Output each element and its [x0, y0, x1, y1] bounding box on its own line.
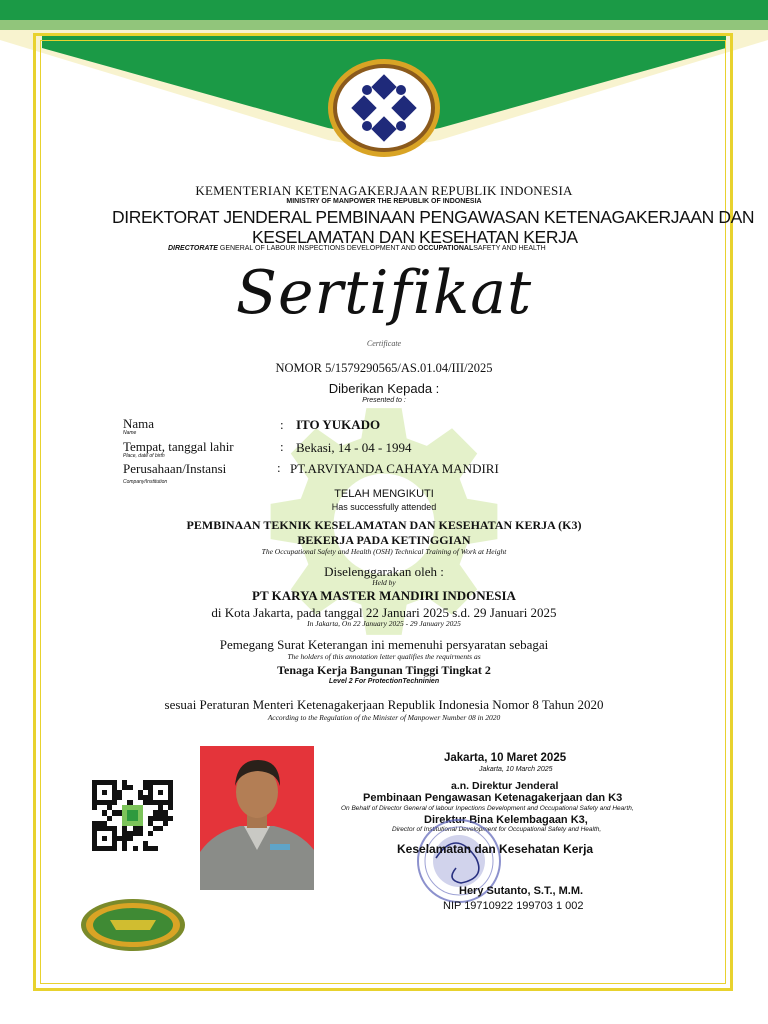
birth-colon: : [280, 439, 284, 454]
qualification-title-en: Level 2 For ProtectionTechninien [328, 678, 440, 685]
attended-label-en: Has successfully attended [331, 502, 437, 512]
directorate-line-1: DIREKTORAT JENDERAL PEMBINAAN PENGAWASAN KETENAGAKERJAAN DAN [112, 207, 755, 227]
qualification-line: Pemegang Surat Keterangan ini memenuhi persyaratan sebagai [219, 637, 549, 652]
birth-label: Tempat, tanggal lahir [123, 439, 234, 454]
qr-module [168, 846, 173, 851]
ministry-name-en: MINISTRY OF MANPOWER THE REPUBLIK OF INDONESIA [286, 198, 482, 205]
name-label-en: Name [123, 430, 137, 436]
presented-label-en: Presented to : [362, 397, 406, 404]
birth-value: Bekasi, 14 - 04 - 1994 [296, 440, 412, 455]
name-colon: : [280, 417, 284, 432]
signature-dept-en: On Behalf of Director General of labour Inpections Development and Occupational Safety and Hearth, [341, 805, 634, 812]
regulation-line-en: According to the Regulation of the Minister of Manpower Number 08 in 2020 [267, 713, 501, 722]
directorate-line-2: KESELAMATAN DAN KESEHATAN KERJA [252, 227, 578, 247]
signature-place-date-en: Jakarta, 10 March 2025 [479, 766, 553, 773]
certificate-number: NOMOR 5/1579290565/AS.01.04/III/2025 [275, 361, 493, 375]
name-label: Nama [123, 416, 155, 431]
attended-label: TELAH MENGIKUTI [334, 488, 434, 500]
signature-dept: Pembinaan Pengawasan Ketenagakerjaan dan K3 [363, 792, 623, 804]
qualification-title: Tenaga Kerja Bangunan Tinggi Tingkat 2 [277, 663, 491, 677]
name-value: ITO YUKADO [296, 417, 381, 432]
organizer-label-en: Held by [372, 578, 396, 587]
organizer-place-date-en: In Jakarta, On 22 January 2025 - 29 January 2025 [307, 619, 461, 628]
birth-label-en: Place, date of birth [123, 453, 165, 459]
directorate-en: DIRECTORATE GENERAL OF LABOUR INSPECTIONS DEVELOPMENT AND OCCUPATIONALSAFETY AND HEALTH [168, 245, 546, 252]
company-value: PT.ARVIYANDA CAHAYA MANDIRI [290, 461, 499, 476]
presented-label: Diberikan Kepada : [328, 381, 440, 396]
signature-director-en: Director of Institutional Development for Occupational Safety and Health, [392, 826, 602, 833]
company-label: Perusahaan/Instansi [123, 461, 227, 476]
ministry-logo-icon [327, 58, 441, 158]
k3-badge-icon [80, 898, 186, 952]
signature-field: Keselamatan dan Kesehatan Kerja [397, 842, 594, 856]
qualification-line-en: The holders of this annotation letter qualifies the requirments as [287, 652, 481, 661]
signature-signer: Hery Sutanto, S.T., M.M. [459, 885, 584, 897]
qr-code-icon[interactable] [92, 780, 173, 851]
organizer-name: PT KARYA MASTER MANDIRI INDONESIA [252, 588, 516, 603]
organizer-place-date: di Kota Jakarta, pada tanggal 22 Januari 2025 s.d. 29 Januari 2025 [211, 605, 557, 620]
certificate-title: Sertifikat [235, 258, 533, 328]
training-line-2: BEKERJA PADA KETINGGIAN [297, 533, 471, 547]
company-colon: : [277, 460, 281, 475]
qr-code-grid [92, 780, 173, 851]
training-line-1: PEMBINAAN TEKNIK KESELAMATAN DAN KESEHATAN KERJA (K3) [186, 518, 582, 532]
certificate-subtitle: Certificate [366, 339, 402, 348]
organizer-label: Diselenggarakan oleh : [324, 564, 444, 579]
recipient-photo [200, 746, 314, 890]
signature-nip: NIP 19710922 199703 1 002 [443, 900, 584, 912]
signature-on-behalf: a.n. Direktur Jenderal [451, 780, 559, 792]
signature-director: Direktur Bina Kelembagaan K3, [424, 814, 588, 826]
company-label-en: Company/Institution [123, 479, 168, 485]
training-en: The Occupational Safety and Health (OSH) Technical Training of Work at Height [261, 547, 507, 556]
ministry-name: KEMENTERIAN KETENAGAKERJAAN REPUBLIK INDONESIA [195, 183, 573, 198]
signature-place-date: Jakarta, 10 Maret 2025 [444, 752, 567, 764]
regulation-line: sesuai Peraturan Menteri Ketenagakerjaan Republik Indonesia Nomor 8 Tahun 2020 [164, 697, 604, 712]
